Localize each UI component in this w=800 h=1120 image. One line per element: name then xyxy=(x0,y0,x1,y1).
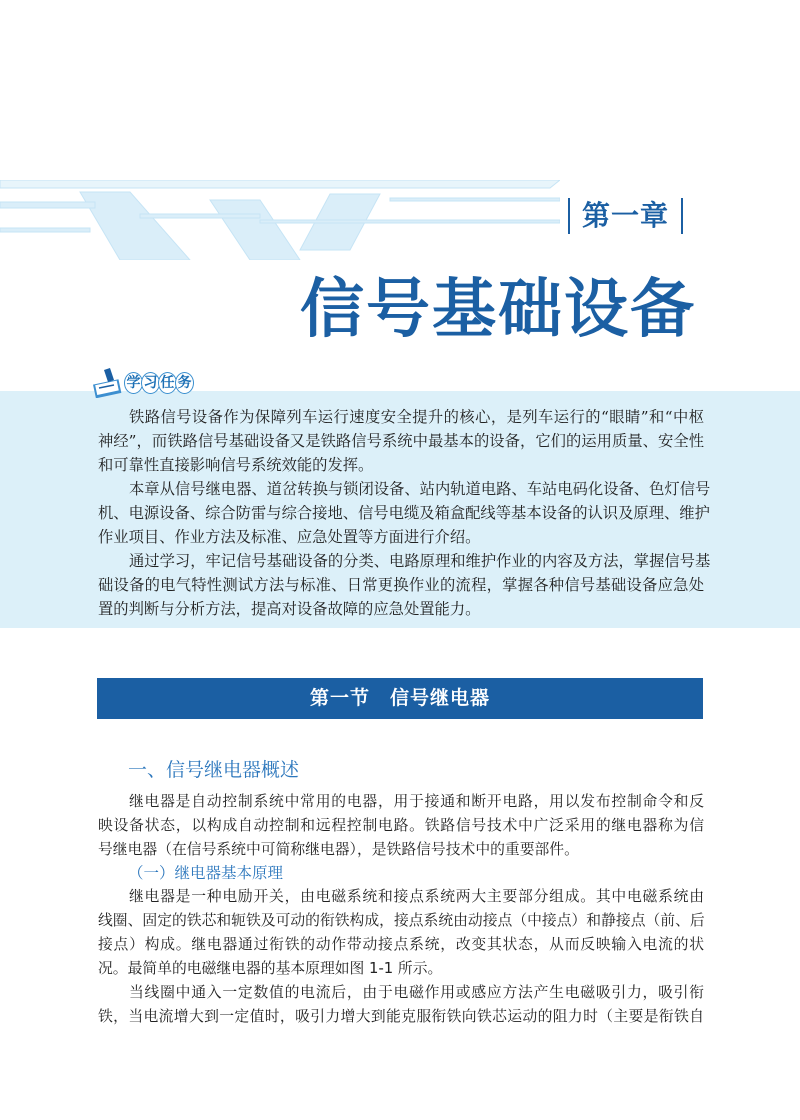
learning-task-label xyxy=(90,368,194,398)
paragraph: 继电器是自动控制系统中常用的电器，用于接通和断开电路，用以发布控制命令和反 映设备状态，以构成自动控制和远程控制电路。铁路信号技术中广泛采用的继电器称为信 号继电器（在信号系统中可简称继电器），是铁路信号技术中的重要部件。 xyxy=(98,793,704,858)
paragraph: 继电器是一种电励开关，由电磁系统和接点系统两大主要部分组成。其中电磁系统由 线圈、固定的铁芯和轭铁及可动的衔铁构成，接点系统由动接点（中接点）和静接点（前、后 接点）构成。继电器通过衔铁的动作带动接点系统，改变其状态，从而反映输入电流的状 况。最简单的电磁继电器的基本原理如图 1-1 所示。 xyxy=(98,888,705,977)
section-title-bar: 第一节 信号继电器 xyxy=(97,678,703,719)
heading-level2: （一）继电器基本原理 xyxy=(128,864,284,882)
chapter-label: 第一章 xyxy=(568,198,683,234)
paragraph: 当线圈中通入一定数值的电流后，由于电磁作用或感应方法产生电磁吸引力，吸引衔 铁，当电流增大到一定值时，吸引力增大到能克服衔铁向铁芯运动的阻力时（主要是衔铁自 xyxy=(98,984,704,1025)
circuit-decoration xyxy=(0,180,560,260)
learning-task-text: 铁路信号设备作为保障列车运行速度安全提升的核心，是列车运行的“眼睛”和“中枢 神经”，而铁路信号基础设备又是铁路信号系统中最基本的设备，它们的运用质量、安全性 和可靠性直接影响信号系统效能的发挥。 本章从信号继电器、道岔转换与锁闭设备、站内轨道电路、车站电码化设备、色灯信号 机、电源设备、综合防雷与综合接地、信号电缆及箱盒配线等基本设备的认识及原理、维护 作业项目、作业方法及标准、应急处置等方面进行介绍。 通过学习，牢记信号基础设备的分类、电路原理和维护作业的内容及方法，掌握信号基 础设备的电气特性测试方法与标准、日常更换作业的流程，掌握各种信号基础设备应急处 置的判断与分析方法，提高对设备故障的应急处置能力。 xyxy=(98,408,711,618)
book-pencil-icon xyxy=(90,368,122,398)
heading-level1: 一、信号继电器概述 xyxy=(128,759,300,781)
chapter-title: 信号基础设备 xyxy=(300,273,696,347)
learning-task-title: 学 习 任 务 xyxy=(126,372,194,394)
